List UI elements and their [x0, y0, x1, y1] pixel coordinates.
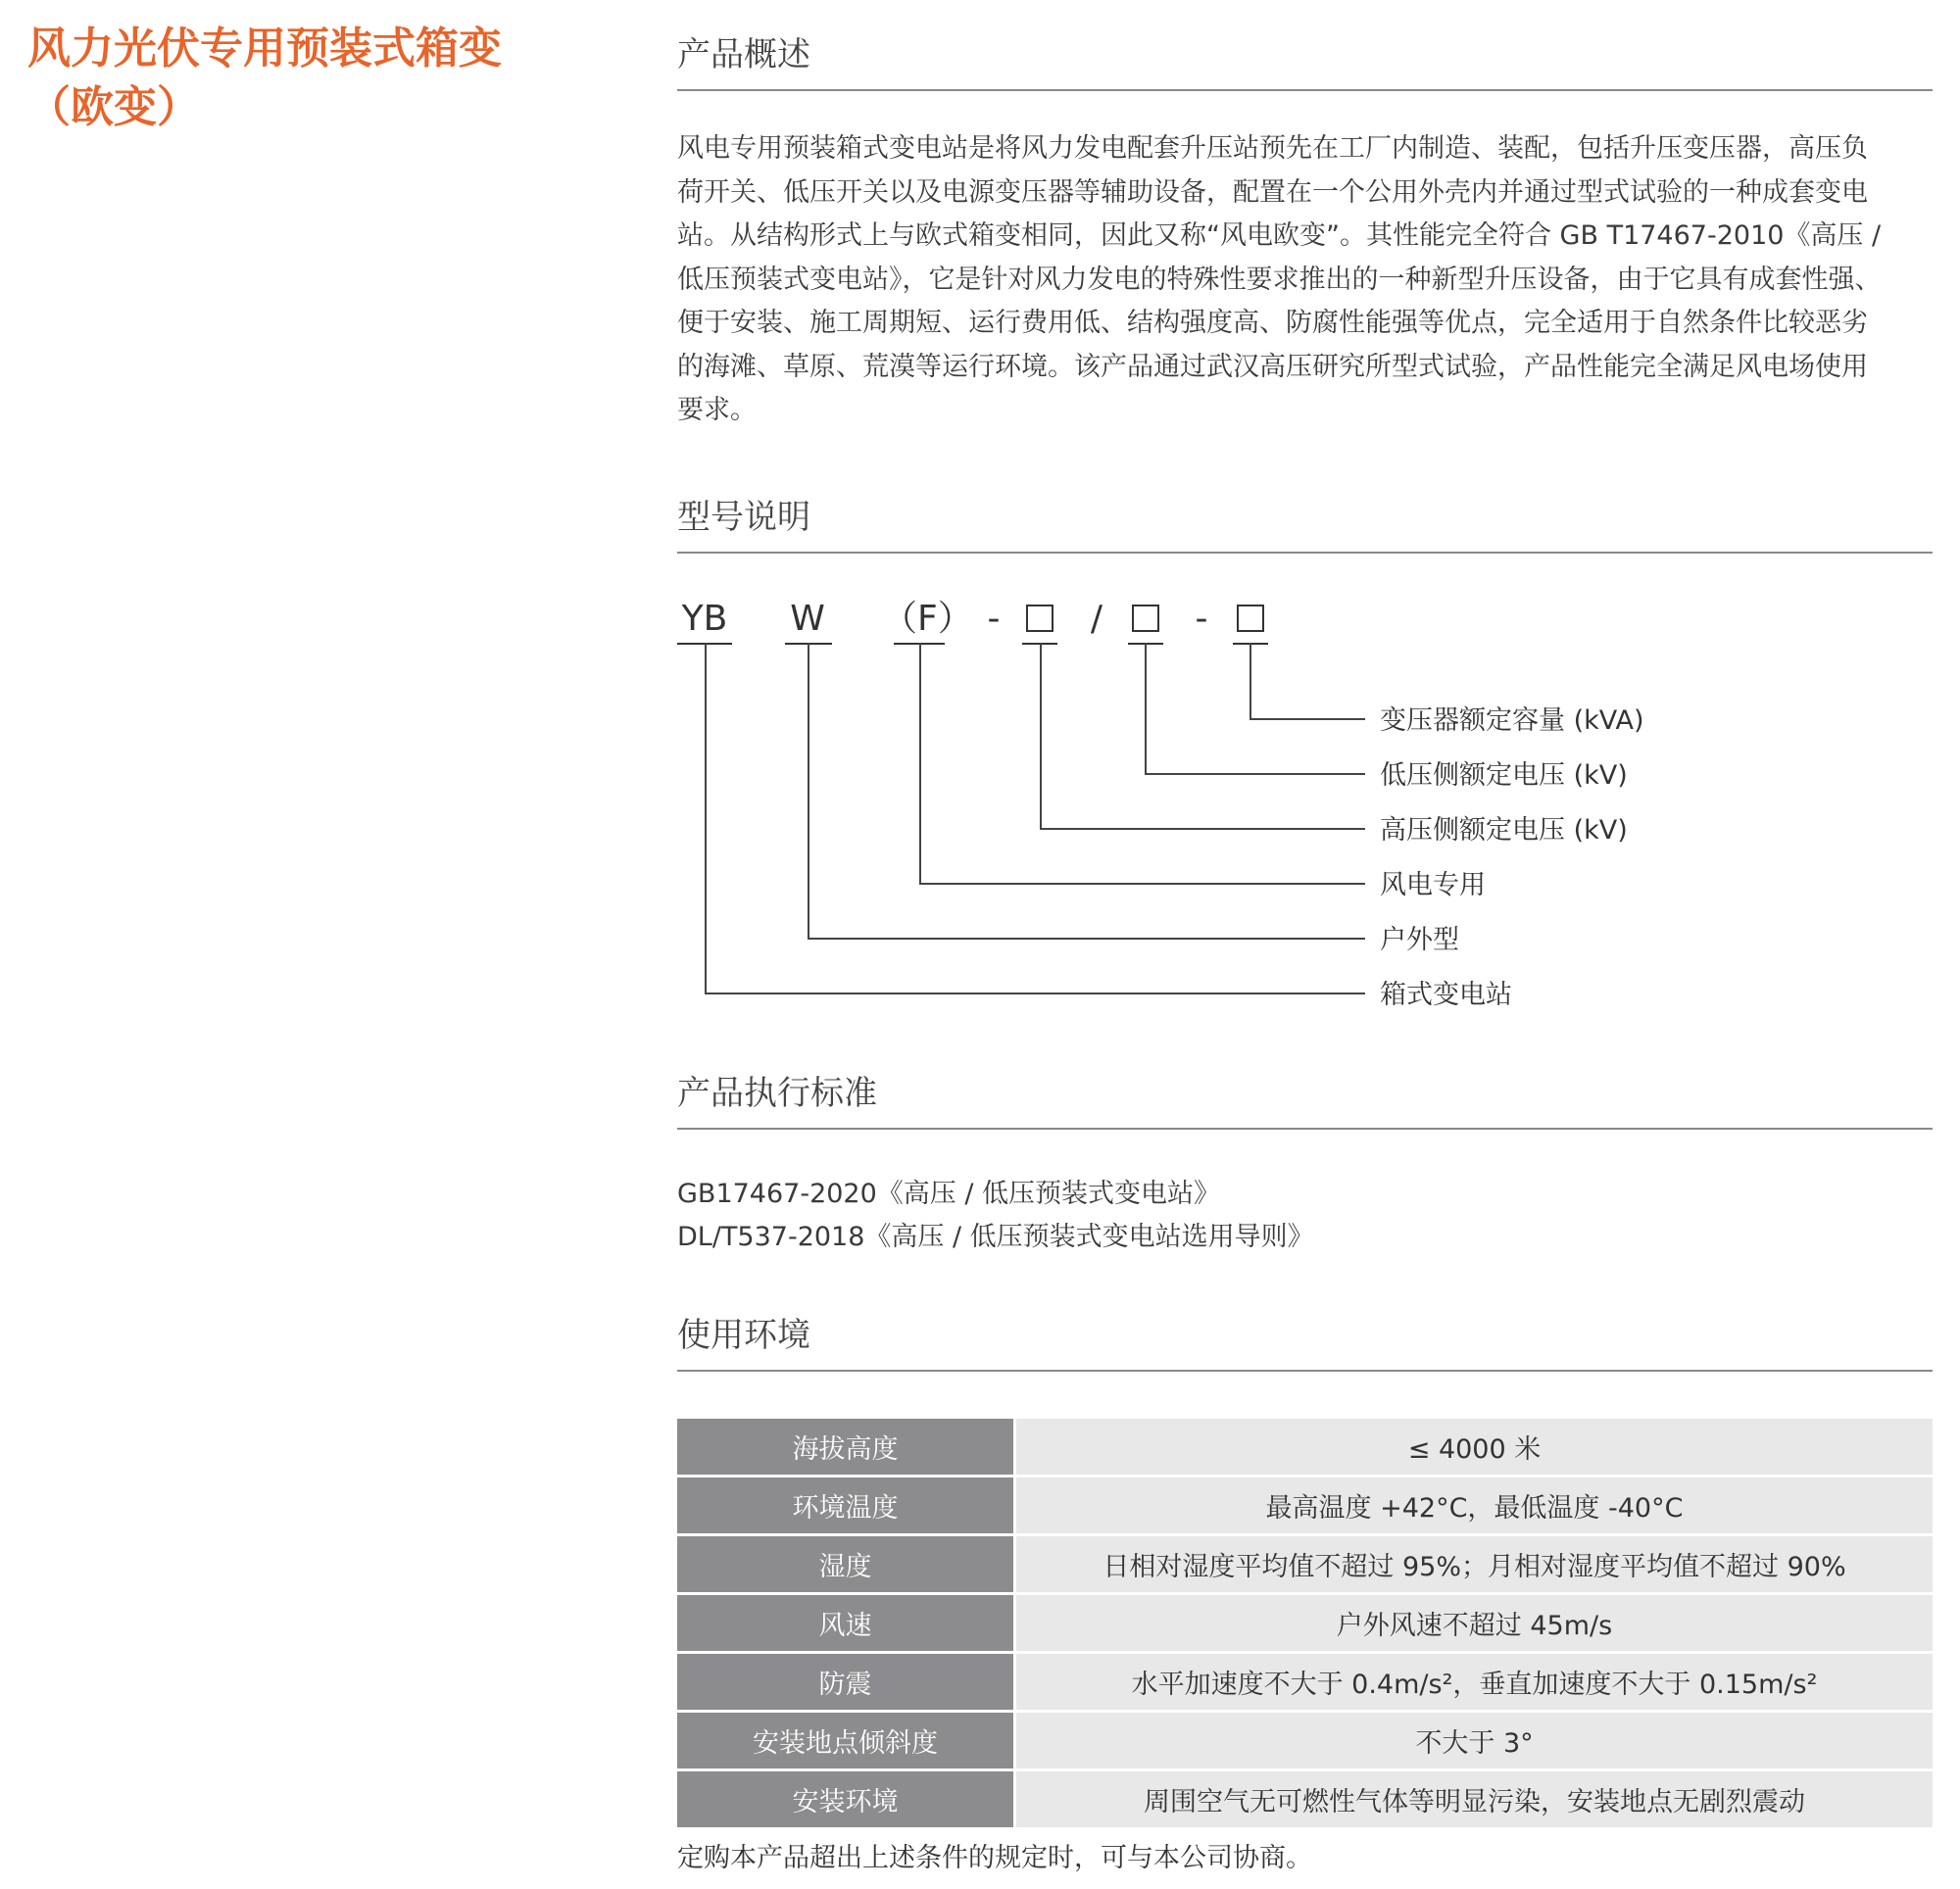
standard-item: GB17467-2020《高压 / 低压预装式变电站》	[677, 1179, 1221, 1209]
connector-v	[919, 643, 921, 884]
legend-hv-voltage: 高压侧额定电压 (kV)	[1380, 815, 1628, 846]
code-yb: YB	[681, 599, 728, 639]
code-f: （F）	[882, 599, 973, 639]
overview-line: 的海滩、草原、荒漠等运行环境。该产品通过武汉高压研究所型式试验，产品性能完全满足风电场使用	[677, 351, 1868, 382]
overview-heading: 产品概述	[677, 27, 1933, 91]
table-row	[677, 1477, 1933, 1535]
env-key: 海拔高度	[677, 1419, 1015, 1477]
env-key: 安装地点倾斜度	[677, 1712, 1015, 1770]
connector-v	[1145, 643, 1147, 774]
connector-v	[808, 643, 809, 939]
connector-h	[919, 883, 1365, 885]
code-dash-2: -	[1195, 599, 1208, 639]
table-row	[677, 1653, 1933, 1712]
env-key: 风速	[677, 1594, 1015, 1653]
code-dash-1: -	[987, 599, 1001, 639]
legend-outdoor: 户外型	[1380, 925, 1459, 955]
env-value: 不大于 3°	[1015, 1712, 1934, 1770]
standard-item: DL/T537-2018《高压 / 低压预装式变电站选用导则》	[677, 1222, 1314, 1252]
environment-note: 定购本产品超出上述条件的规定时，可与本公司协商。	[677, 1843, 1312, 1873]
connector-v	[705, 643, 707, 993]
overview-line: 要求。	[677, 395, 757, 425]
legend-box-substation: 箱式变电站	[1380, 980, 1512, 1010]
code-slash: /	[1090, 599, 1103, 639]
env-value: 周围空气无可燃性气体等明显污染，安装地点无剧烈震动	[1015, 1770, 1934, 1829]
overview-line: 荷开关、低压开关以及电源变压器等辅助设备，配置在一个公用外壳内并通过型式试验的一种成套变电	[677, 176, 1868, 208]
table-row	[677, 1419, 1933, 1477]
connector-v	[1250, 643, 1251, 719]
legend-capacity: 变压器额定容量 (kVA)	[1380, 705, 1644, 736]
standards-heading: 产品执行标准	[677, 1066, 1933, 1130]
connector-h	[705, 993, 1365, 994]
env-value: ≤ 4000 米	[1015, 1419, 1934, 1477]
env-value: 日相对湿度平均值不超过 95%；月相对湿度平均值不超过 90%	[1015, 1535, 1934, 1594]
table-row	[677, 1712, 1933, 1770]
title-line-2: （欧变）	[27, 82, 200, 132]
env-key: 环境温度	[677, 1477, 1015, 1535]
page-title	[27, 20, 576, 137]
code-box-lv	[1125, 596, 1166, 643]
legend-lv-voltage: 低压侧额定电压 (kV)	[1380, 760, 1628, 791]
table-row	[677, 1535, 1933, 1594]
connector-h	[1250, 718, 1365, 720]
environment-heading: 使用环境	[677, 1308, 1933, 1372]
table-row	[677, 1594, 1933, 1653]
overview-line: 低压预装式变电站》，它是针对风力发电的特殊性要求推出的一种新型升压设备，由于它具有成套性强、	[677, 264, 1882, 295]
connector-h	[808, 938, 1365, 940]
env-key: 湿度	[677, 1535, 1015, 1594]
table-row	[677, 1770, 1933, 1829]
code-w: W	[790, 599, 825, 639]
code-box-capacity	[1230, 596, 1271, 643]
overview-line: 便于安装、施工周期短、运行费用低、结构强度高、防腐性能强等优点，完全适用于自然条件比较恶劣	[677, 308, 1868, 338]
connector-h	[1145, 773, 1365, 775]
env-value: 水平加速度不大于 0.4m/s²，垂直加速度不大于 0.15m/s²	[1015, 1653, 1934, 1712]
connector-v	[1040, 643, 1042, 829]
connector-h	[1040, 828, 1365, 830]
model-heading: 型号说明	[677, 490, 1933, 554]
overview-line: 风电专用预装箱式变电站是将风力发电配套升压站预先在工厂内制造、装配，包括升压变压器，高压负	[677, 133, 1868, 164]
overview-paragraph	[677, 127, 1933, 433]
legend-wind: 风电专用	[1380, 870, 1486, 900]
code-box-capacity-hv	[1019, 596, 1060, 643]
env-value: 最高温度 +42°C，最低温度 -40°C	[1015, 1477, 1934, 1535]
overview-line: 站。从结构形式上与欧式箱变相同，因此又称“风电欧变”。其性能完全符合 GB T17467-2010《高压 /	[677, 220, 1882, 251]
env-key: 安装环境	[677, 1770, 1015, 1829]
title-line-1: 风力光伏专用预装式箱变	[27, 24, 502, 73]
env-key: 防震	[677, 1653, 1015, 1712]
env-value: 户外风速不超过 45m/s	[1015, 1594, 1934, 1653]
environment-table	[677, 1419, 1933, 1830]
